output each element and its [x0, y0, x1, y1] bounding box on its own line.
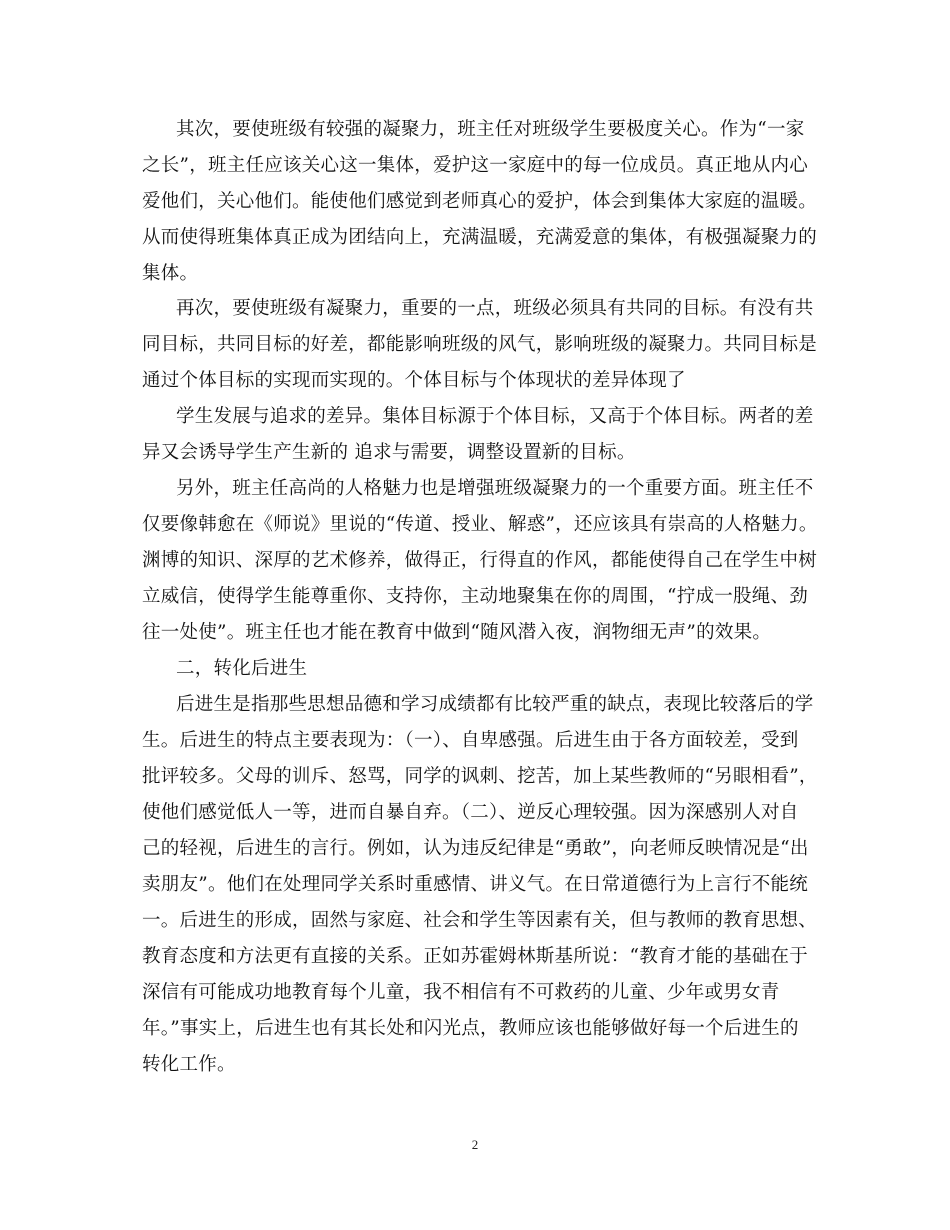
text-line: 教育态度和方法更有直接的关系。正如苏霍姆林斯基所说：“教育才能的基础在于	[142, 946, 808, 967]
text-line: 仅要像韩愈在《师说》里说的“传道、授业、解惑”，还应该具有崇高的人格魅力。	[142, 514, 818, 535]
text-line: 深信有可能成功地教育每个儿童，我不相信有不可救药的儿童、少年或男女青	[142, 982, 780, 1003]
text-line: 转化工作。	[142, 1054, 236, 1075]
text-line: 之长”，班主任应该关心这一集体，爱护这一家庭中的每一位成员。真正地从内心	[142, 155, 808, 176]
text-line: 爱他们，关心他们。能使他们感觉到老师真心的爱护，体会到集体大家庭的温暖。	[142, 191, 818, 212]
page-number: 2	[471, 1137, 479, 1152]
text-line: 批评较多。父母的训斥、怒骂，同学的讽刺、挖苦，加上某些教师的“另眼相看”，	[142, 766, 818, 787]
text-line: 生。后进生的特点主要表现为：（一）、自卑感强。后进生由于各方面较差，受到	[142, 730, 799, 751]
text-line: 己的轻视，后进生的言行。例如，认为违反纪律是“勇敢”，向老师反映情况是“出	[142, 838, 809, 859]
text-line: 其次，要使班级有较强的凝聚力，班主任对班级学生要极度关心。作为“一家	[176, 119, 805, 140]
text-line: 异又会诱导学生产生新的 追求与需要，调整设置新的目标。	[142, 442, 636, 463]
text-line: 使他们感觉低人一等，进而自暴自弃。（二）、逆反心理较强。因为深感别人对自	[142, 802, 799, 823]
text-line: 从而使得班集体真正成为团结向上，充满温暖，充满爱意的集体，有极强凝聚力的	[142, 227, 818, 248]
text-line: 集体。	[142, 263, 199, 284]
section-heading: 二，转化后进生	[176, 658, 308, 679]
text-line: 同目标，共同目标的好差，都能影响班级的风气，影响班级的凝聚力。共同目标是	[142, 334, 818, 355]
text-line: 立威信，使得学生能尊重你、支持你，主动地聚集在你的周围，“拧成一股绳、劲	[142, 586, 808, 607]
text-line: 一。后进生的形成，固然与家庭、社会和学生等因素有关，但与教师的教育思想、	[142, 910, 818, 931]
text-line: 学生发展与追求的差异。集体目标源于个体目标，又高于个体目标。两者的差	[176, 406, 814, 427]
text-line: 后进生是指那些思想品德和学习成绩都有比较严重的缺点，表现比较落后的学	[176, 694, 814, 715]
text-line: 再次，要使班级有凝聚力，重要的一点，班级必须具有共同的目标。有没有共	[176, 298, 814, 319]
text-line: 年。”事实上，后进生也有其长处和闪光点，教师应该也能够做好每一个后进生的	[142, 1018, 799, 1039]
text-line: 通过个体目标的实现而实现的。个体目标与个体现状的差异体现了	[142, 370, 686, 391]
text-line: 卖朋友”。他们在处理同学关系时重感情、讲义气。在日常道德行为上言行不能统	[142, 874, 808, 895]
text-line: 另外，班主任高尚的人格魅力也是增强班级凝聚力的一个重要方面。班主任不	[176, 478, 814, 499]
text-line: 往一处使”。班主任也才能在教育中做到“随风潜入夜，润物细无声”的效果。	[142, 622, 772, 643]
text-line: 渊博的知识、深厚的艺术修养，做得正，行得直的作风，都能使得自己在学生中树	[142, 550, 818, 571]
